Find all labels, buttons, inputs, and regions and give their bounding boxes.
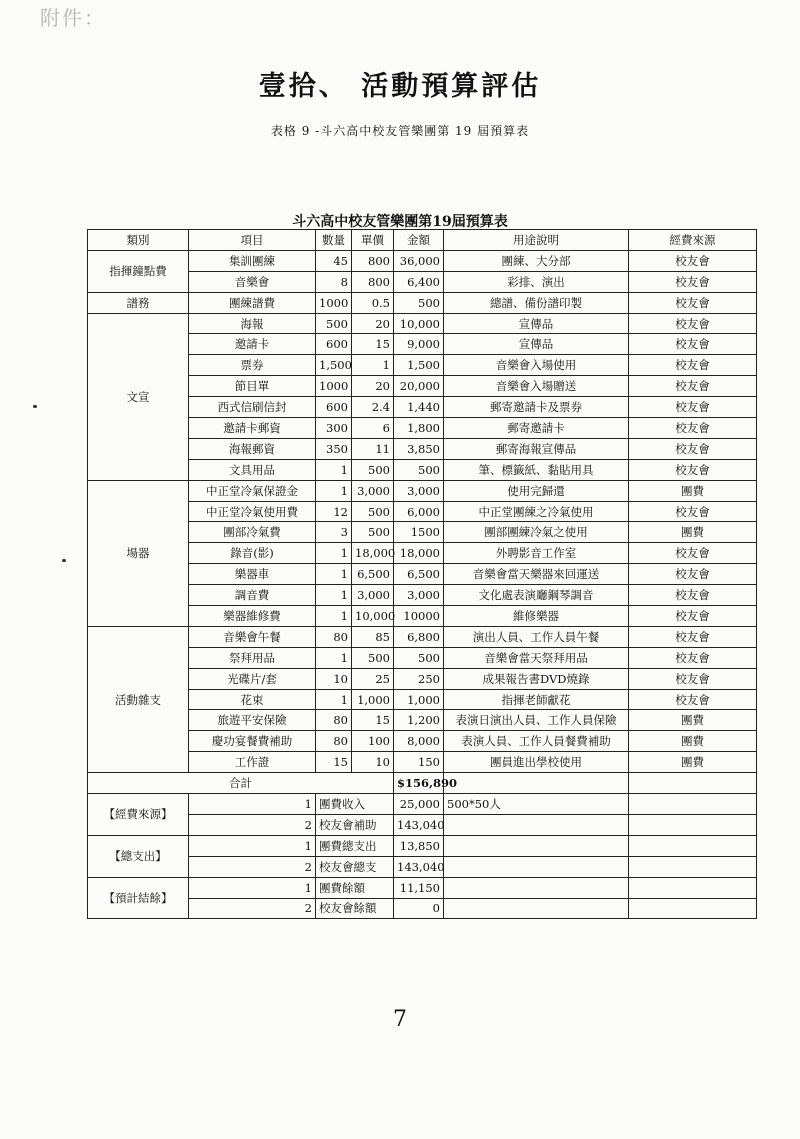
table-row (88, 647, 757, 668)
table-row (88, 418, 757, 439)
item-cell: 調音費 (189, 585, 316, 606)
description-cell: 筆、標籤紙、黏貼用具 (444, 459, 629, 480)
summary-name: 校友會總支 (316, 856, 394, 877)
header-funding-source: 經費來源 (629, 230, 757, 251)
unit-price-cell: 1,000 (352, 689, 394, 710)
funding-source-cell: 團費 (629, 731, 757, 752)
amount-cell: 6,400 (394, 271, 444, 292)
header-description: 用途說明 (444, 230, 629, 251)
description-cell: 宣傳品 (444, 334, 629, 355)
table-row (88, 731, 757, 752)
funding-source-cell: 校友會 (629, 292, 757, 313)
description-cell: 團部團練冷氣之使用 (444, 522, 629, 543)
item-cell: 文具用品 (189, 459, 316, 480)
quantity-cell: 80 (316, 626, 352, 647)
amount-cell: 36,000 (394, 250, 444, 271)
amount-cell: 3,000 (394, 585, 444, 606)
item-cell: 集訓團練 (189, 250, 316, 271)
header-item: 項目 (189, 230, 316, 251)
description-cell: 團練、大分部 (444, 250, 629, 271)
table-row (88, 606, 757, 627)
summary-label: 【經費來源】 (88, 794, 189, 836)
description-cell: 彩排、演出 (444, 271, 629, 292)
header-unit-price: 單價 (352, 230, 394, 251)
description-cell: 外聘影音工作室 (444, 543, 629, 564)
quantity-cell: 1 (316, 606, 352, 627)
summary-row (88, 794, 757, 815)
item-cell: 西式信刷信封 (189, 397, 316, 418)
item-cell: 樂器維修費 (189, 606, 316, 627)
amount-cell: 150 (394, 752, 444, 773)
unit-price-cell: 800 (352, 250, 394, 271)
amount-cell: 1,440 (394, 397, 444, 418)
amount-cell: 18,000 (394, 543, 444, 564)
table-title: 斗六高中校友管樂團第19屆預算表 (292, 214, 508, 230)
table-row (88, 668, 757, 689)
table-caption: 表格 9 -斗六高中校友管樂團第 19 屆預算表 (270, 124, 530, 138)
funding-source-cell: 團費 (629, 480, 757, 501)
item-cell: 團練譜費 (189, 292, 316, 313)
summary-name: 校友會餘額 (316, 898, 394, 919)
funding-source-cell: 團費 (629, 710, 757, 731)
quantity-cell: 1000 (316, 292, 352, 313)
table-row (88, 355, 757, 376)
item-cell: 旅遊平安保險 (189, 710, 316, 731)
amount-cell: 1,200 (394, 710, 444, 731)
item-cell: 音樂會 (189, 271, 316, 292)
table-row (88, 710, 757, 731)
table-row (88, 501, 757, 522)
funding-source-cell: 校友會 (629, 313, 757, 334)
table-row (88, 376, 757, 397)
summary-note (444, 814, 629, 835)
table-row (88, 397, 757, 418)
summary-number: 2 (189, 898, 316, 919)
funding-source-cell: 校友會 (629, 626, 757, 647)
header-row (88, 230, 757, 251)
scan-speck (62, 559, 66, 562)
description-cell: 音樂會當天祭拜用品 (444, 647, 629, 668)
quantity-cell: 1 (316, 689, 352, 710)
funding-source-cell: 校友會 (629, 376, 757, 397)
unit-price-cell: 6,500 (352, 564, 394, 585)
description-cell: 表演人員、工作人員餐費補助 (444, 731, 629, 752)
unit-price-cell: 25 (352, 668, 394, 689)
description-cell: 團員進出學校使用 (444, 752, 629, 773)
summary-amount: 0 (394, 898, 444, 919)
quantity-cell: 350 (316, 438, 352, 459)
quantity-cell: 1 (316, 585, 352, 606)
unit-price-cell: 10 (352, 752, 394, 773)
summary-number: 1 (189, 877, 316, 898)
summary-name: 團費收入 (316, 794, 394, 815)
funding-source-cell: 校友會 (629, 585, 757, 606)
category-cell: 譜務 (88, 292, 189, 313)
description-cell: 使用完歸還 (444, 480, 629, 501)
header-amount: 金額 (394, 230, 444, 251)
total-label: 合計 (88, 773, 394, 794)
funding-source-cell: 校友會 (629, 689, 757, 710)
item-cell: 工作證 (189, 752, 316, 773)
summary-number: 2 (189, 856, 316, 877)
item-cell: 慶功宴餐費補助 (189, 731, 316, 752)
amount-cell: 500 (394, 292, 444, 313)
funding-source-cell: 校友會 (629, 459, 757, 480)
quantity-cell: 45 (316, 250, 352, 271)
amount-cell: 500 (394, 459, 444, 480)
table-row (88, 585, 757, 606)
description-cell: 成果報告書DVD燒錄 (444, 668, 629, 689)
amount-cell: 10000 (394, 606, 444, 627)
description-cell: 音樂會當天樂器來回運送 (444, 564, 629, 585)
amount-cell: 10,000 (394, 313, 444, 334)
item-cell: 花束 (189, 689, 316, 710)
amount-cell: 6,800 (394, 626, 444, 647)
amount-cell: 1500 (394, 522, 444, 543)
budget-table (87, 229, 757, 919)
quantity-cell: 500 (316, 313, 352, 334)
item-cell: 海報郵資 (189, 438, 316, 459)
item-cell: 音樂會午餐 (189, 626, 316, 647)
summary-note (444, 835, 629, 856)
total-empty (444, 773, 629, 794)
item-cell: 錄音(影) (189, 543, 316, 564)
item-cell: 樂器車 (189, 564, 316, 585)
table-row (88, 626, 757, 647)
unit-price-cell: 500 (352, 647, 394, 668)
unit-price-cell: 10,000 (352, 606, 394, 627)
table-row (88, 334, 757, 355)
category-cell: 文宣 (88, 313, 189, 480)
unit-price-cell: 15 (352, 334, 394, 355)
unit-price-cell: 18,000 (352, 543, 394, 564)
quantity-cell: 1000 (316, 376, 352, 397)
summary-label: 【預計結餘】 (88, 877, 189, 919)
quantity-cell: 300 (316, 418, 352, 439)
item-cell: 中正堂冷氣使用費 (189, 501, 316, 522)
table-row (88, 564, 757, 585)
scan-speck (33, 405, 37, 408)
description-cell: 宣傳品 (444, 313, 629, 334)
summary-empty (629, 898, 757, 919)
funding-source-cell: 校友會 (629, 271, 757, 292)
item-cell: 團部冷氣費 (189, 522, 316, 543)
quantity-cell: 15 (316, 752, 352, 773)
category-cell: 活動雜支 (88, 626, 189, 772)
description-cell: 郵寄海報宣傳品 (444, 438, 629, 459)
quantity-cell: 1 (316, 480, 352, 501)
unit-price-cell: 85 (352, 626, 394, 647)
description-cell: 中正堂團練之冷氣使用 (444, 501, 629, 522)
summary-number: 1 (189, 794, 316, 815)
quantity-cell: 600 (316, 397, 352, 418)
funding-source-cell: 校友會 (629, 668, 757, 689)
item-cell: 光碟片/套 (189, 668, 316, 689)
table-row (88, 689, 757, 710)
funding-source-cell: 校友會 (629, 355, 757, 376)
unit-price-cell: 500 (352, 459, 394, 480)
amount-cell: 9,000 (394, 334, 444, 355)
unit-price-cell: 15 (352, 710, 394, 731)
amount-cell: 8,000 (394, 731, 444, 752)
quantity-cell: 3 (316, 522, 352, 543)
summary-note (444, 877, 629, 898)
item-cell: 票券 (189, 355, 316, 376)
summary-name: 團費總支出 (316, 835, 394, 856)
amount-cell: 1,500 (394, 355, 444, 376)
amount-cell: 3,850 (394, 438, 444, 459)
unit-price-cell: 3,000 (352, 585, 394, 606)
description-cell: 總譜、備份譜印製 (444, 292, 629, 313)
quantity-cell: 1 (316, 543, 352, 564)
quantity-cell: 10 (316, 668, 352, 689)
item-cell: 邀請卡 (189, 334, 316, 355)
table-row (88, 292, 757, 313)
funding-source-cell: 校友會 (629, 438, 757, 459)
table-row (88, 250, 757, 271)
amount-cell: 500 (394, 647, 444, 668)
unit-price-cell: 500 (352, 522, 394, 543)
amount-cell: 20,000 (394, 376, 444, 397)
funding-source-cell: 校友會 (629, 501, 757, 522)
quantity-cell: 12 (316, 501, 352, 522)
summary-note (444, 898, 629, 919)
summary-amount: 143,040 (394, 856, 444, 877)
unit-price-cell: 800 (352, 271, 394, 292)
item-cell: 中正堂冷氣保證金 (189, 480, 316, 501)
summary-number: 2 (189, 814, 316, 835)
description-cell: 文化處表演廳鋼琴調音 (444, 585, 629, 606)
unit-price-cell: 1 (352, 355, 394, 376)
total-row (88, 773, 757, 794)
item-cell: 節目單 (189, 376, 316, 397)
unit-price-cell: 20 (352, 376, 394, 397)
table-row (88, 313, 757, 334)
unit-price-cell: 500 (352, 501, 394, 522)
summary-amount: 25,000 (394, 794, 444, 815)
corner-handwritten-note: 附件： (40, 6, 106, 30)
description-cell: 音樂會入場贈送 (444, 376, 629, 397)
table-row (88, 480, 757, 501)
quantity-cell: 1 (316, 459, 352, 480)
funding-source-cell: 校友會 (629, 418, 757, 439)
unit-price-cell: 2.4 (352, 397, 394, 418)
budget-table-body (88, 230, 757, 919)
table-row (88, 459, 757, 480)
quantity-cell: 80 (316, 710, 352, 731)
unit-price-cell: 6 (352, 418, 394, 439)
item-cell: 祭拜用品 (189, 647, 316, 668)
summary-row (88, 898, 757, 919)
description-cell: 音樂會入場使用 (444, 355, 629, 376)
category-cell: 指揮鐘點費 (88, 250, 189, 292)
funding-source-cell: 校友會 (629, 250, 757, 271)
page-number: 7 (393, 1007, 407, 1032)
summary-note: 500*50人 (444, 794, 629, 815)
description-cell: 演出人員、工作人員午餐 (444, 626, 629, 647)
quantity-cell: 80 (316, 731, 352, 752)
funding-source-cell: 校友會 (629, 397, 757, 418)
funding-source-cell: 團費 (629, 752, 757, 773)
amount-cell: 6,000 (394, 501, 444, 522)
table-row (88, 438, 757, 459)
summary-row (88, 814, 757, 835)
unit-price-cell: 3,000 (352, 480, 394, 501)
summary-name: 校友會補助 (316, 814, 394, 835)
amount-cell: 6,500 (394, 564, 444, 585)
unit-price-cell: 0.5 (352, 292, 394, 313)
quantity-cell: 600 (316, 334, 352, 355)
summary-empty (629, 835, 757, 856)
summary-row (88, 856, 757, 877)
funding-source-cell: 校友會 (629, 606, 757, 627)
summary-empty (629, 877, 757, 898)
unit-price-cell: 11 (352, 438, 394, 459)
table-row (88, 522, 757, 543)
summary-amount: 143,040 (394, 814, 444, 835)
summary-number: 1 (189, 835, 316, 856)
header-quantity: 數量 (316, 230, 352, 251)
amount-cell: 1,800 (394, 418, 444, 439)
summary-empty (629, 794, 757, 815)
amount-cell: 3,000 (394, 480, 444, 501)
summary-amount: 13,850 (394, 835, 444, 856)
description-cell: 指揮老師獻花 (444, 689, 629, 710)
funding-source-cell: 團費 (629, 522, 757, 543)
unit-price-cell: 100 (352, 731, 394, 752)
summary-note (444, 856, 629, 877)
header-category: 類別 (88, 230, 189, 251)
table-row (88, 271, 757, 292)
description-cell: 郵寄邀請卡 (444, 418, 629, 439)
category-cell: 場器 (88, 480, 189, 626)
quantity-cell: 1 (316, 647, 352, 668)
funding-source-cell: 校友會 (629, 647, 757, 668)
funding-source-cell: 校友會 (629, 543, 757, 564)
total-empty (629, 773, 757, 794)
description-cell: 維修樂器 (444, 606, 629, 627)
item-cell: 邀請卡郵資 (189, 418, 316, 439)
table-row (88, 543, 757, 564)
summary-empty (629, 856, 757, 877)
unit-price-cell: 20 (352, 313, 394, 334)
description-cell: 郵寄邀請卡及票券 (444, 397, 629, 418)
amount-cell: 1,000 (394, 689, 444, 710)
description-cell: 表演日演出人員、工作人員保險 (444, 710, 629, 731)
summary-row (88, 877, 757, 898)
quantity-cell: 8 (316, 271, 352, 292)
section-heading: 壹拾、 活動預算評估 (258, 71, 542, 102)
summary-name: 團費餘額 (316, 877, 394, 898)
item-cell: 海報 (189, 313, 316, 334)
summary-row (88, 835, 757, 856)
total-amount: $156,890 (394, 773, 444, 794)
summary-amount: 11,150 (394, 877, 444, 898)
summary-empty (629, 814, 757, 835)
table-row (88, 752, 757, 773)
quantity-cell: 1 (316, 564, 352, 585)
funding-source-cell: 校友會 (629, 334, 757, 355)
summary-label: 【總支出】 (88, 835, 189, 877)
quantity-cell: 1,500 (316, 355, 352, 376)
funding-source-cell: 校友會 (629, 564, 757, 585)
amount-cell: 250 (394, 668, 444, 689)
